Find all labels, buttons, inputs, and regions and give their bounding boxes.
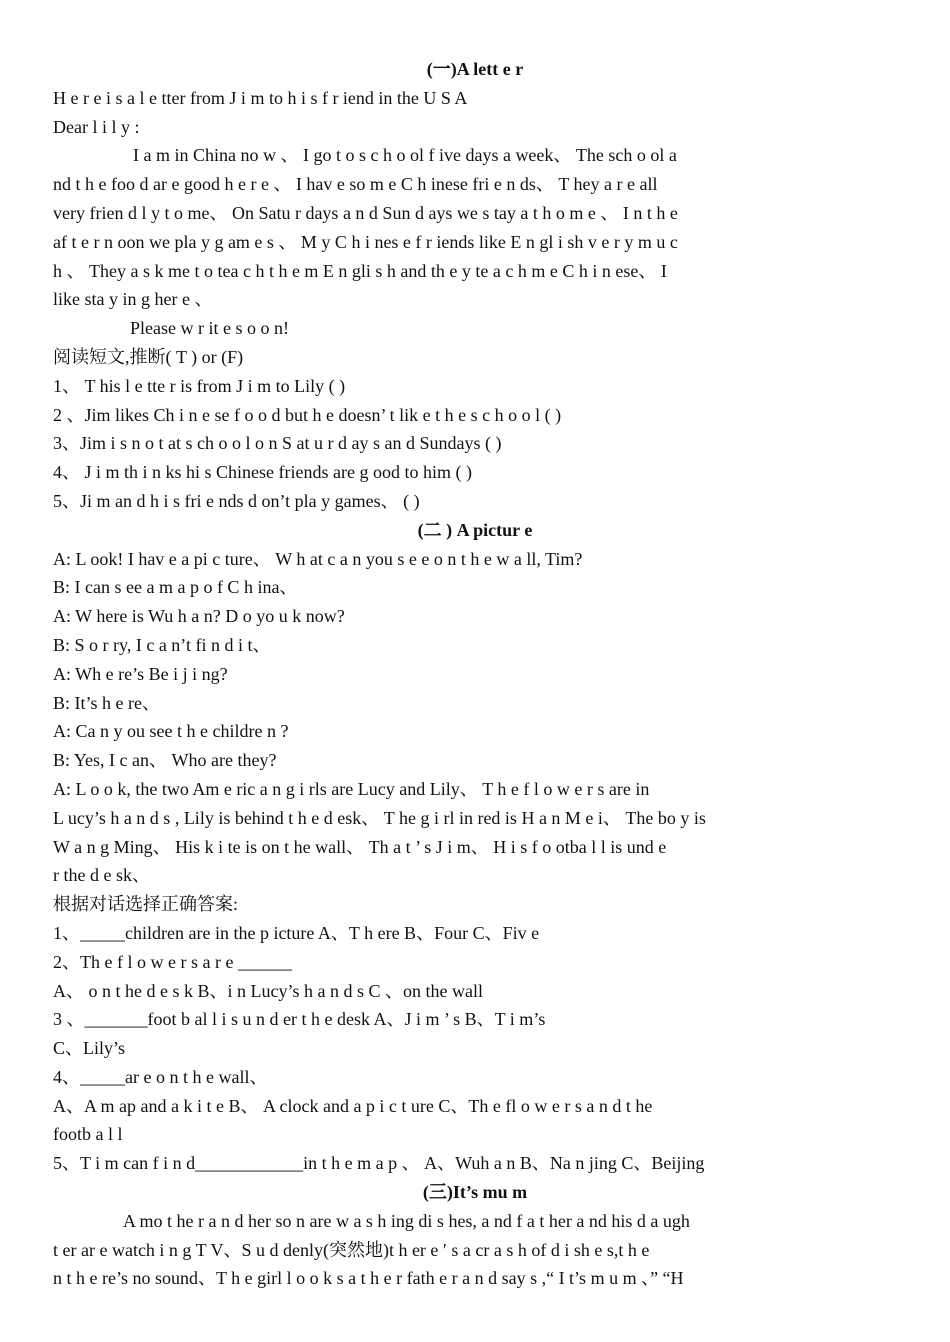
letter-body-line: af t e r n oon we pla y g am e s 、 M y C h i nes e f r iends like E n gl i sh v e r y m u c bbox=[53, 231, 678, 252]
section1-instruction: 阅读短文,推断( T ) or (F) bbox=[53, 346, 244, 367]
story-line: t er ar e watch i n g T V、S u d denly(突然地)t h er e ′ s a cr a s h of d i sh e s,t h e bbox=[53, 1239, 650, 1260]
section1-title: (一)A lett e r bbox=[426, 59, 524, 79]
tf-question: 2 、Jim likes Ch i n e se f o o d but h e doesn’ t lik e t h e s c h o o l ( ) bbox=[53, 404, 562, 425]
mc-options: A、 o n t he d e s k B、i n Lucy’s h a n d s C 、on the wall bbox=[53, 980, 483, 1001]
mc-question: 2、Th e f l o w e r s a r e ______ bbox=[53, 951, 292, 972]
mc-question: 5、T i m can f i n d____________in t h e m a p 、 A、Wuh a n B、Na n jing C、Beijing bbox=[53, 1153, 705, 1174]
story-line: A mo t he r a n d her so n are w a s h ing di s hes, a nd f a t her a nd his d a ugh bbox=[123, 1210, 690, 1231]
dialogue-line: B: Yes, I c an、 Who are they? bbox=[53, 750, 277, 771]
section3-title: (三)It’s mu m bbox=[422, 1182, 528, 1203]
dialogue-line: B: S o r ry, I c a n’t fi n d i t、 bbox=[53, 634, 271, 655]
mc-question: 4、_____ar e o n t h e wall、 bbox=[53, 1066, 268, 1087]
dialogue-line: A: W here is Wu h a n? D o yo u k now? bbox=[53, 606, 345, 627]
dialogue-paragraph-line: W a n g Ming、 His k i te is on t he wall、 Th a t ’ s J i m、 H i s f o otba l l is und e bbox=[53, 836, 667, 857]
section2-title: (二 ) A pictur e bbox=[417, 519, 533, 540]
letter-body-line: like sta y in g her e 、 bbox=[53, 289, 213, 310]
tf-question: 1、 T his l e tte r is from J i m to Lily ( ) bbox=[53, 375, 346, 396]
dialogue-line: A: L ook! I hav e a pi c ture、 W h at c a n you s e e o n t h e w a ll, Tim? bbox=[53, 548, 583, 569]
dialogue-line: B: It’s h e re、 bbox=[53, 692, 160, 713]
dialogue-line: A: Ca n y ou see t h e childre n ? bbox=[53, 721, 289, 742]
tf-question: 5、Ji m an d h i s fri e nds d on’t pla y games、 ( ) bbox=[53, 490, 420, 511]
dialogue-paragraph-line: A: L o o k, the two Am e ric a n g i rls are Lucy and Lily、 T h e f l o w e r s are in bbox=[53, 778, 650, 799]
letter-intro: H e r e i s a l e tter from J i m to h i s f r iend in the U S A bbox=[53, 87, 468, 108]
letter-closing: Please w r it e s o o n! bbox=[130, 318, 289, 339]
letter-body-line: nd t h e foo d ar e good h e r e 、 I hav e so m e C h inese fri e n ds、 T hey a r e all bbox=[53, 174, 658, 195]
mc-options: C、Lily’s bbox=[53, 1038, 126, 1059]
letter-greeting: Dear l i l y : bbox=[53, 116, 140, 137]
worksheet-page bbox=[53, 55, 897, 1293]
letter-body-line: very frien d l y t o me、 On Satu r days a n d Sun d ays we s tay a t h o m e 、 I n t h e bbox=[53, 202, 678, 223]
mc-options: A、A m ap and a k i t e B、 A clock and a p i c t ure C、Th e fl o w e r s a n d t he bbox=[53, 1095, 653, 1116]
dialogue-paragraph-line: L ucy’s h a n d s , Lily is behind t h e d esk、 T he g i rl in red is H a n M e i、 The bo y is bbox=[53, 807, 706, 828]
dialogue-paragraph-line: r the d e sk、 bbox=[53, 865, 150, 886]
dialogue-line: A: Wh e re’s Be i j i ng? bbox=[53, 663, 228, 684]
mc-options: footb a l l bbox=[53, 1124, 123, 1145]
letter-body-line: I a m in China no w 、 I go t o s c h o ol f ive days a week、 The sch o ol a bbox=[133, 145, 677, 166]
mc-question: 3 、_______foot b al l i s u n d er t h e desk A、J i m ’ s B、T i m’s bbox=[53, 1009, 546, 1030]
section2-instruction: 根据对话选择正确答案: bbox=[53, 894, 238, 915]
tf-question: 4、 J i m th i n ks hi s Chinese friends are g ood to him ( ) bbox=[53, 462, 472, 483]
mc-question: 1、_____children are in the p icture A、T h ere B、Four C、Fiv e bbox=[53, 922, 540, 943]
tf-question: 3、Jim i s n o t at s ch o o l o n S at u r d ay s an d Sundays ( ) bbox=[53, 433, 502, 454]
story-line: n t h e re’s no sound、T h e girl l o o k s a t h e r fath e r a n d say s ,“ I t’s m u m 、” “H bbox=[53, 1268, 684, 1289]
dialogue-line: B: I can s ee a m a p o f C h ina、 bbox=[53, 577, 298, 598]
letter-body-line: h 、 They a s k me t o tea c h t h e m E n gli s h and th e y te a c h m e C h i n ese、 I bbox=[53, 260, 667, 281]
